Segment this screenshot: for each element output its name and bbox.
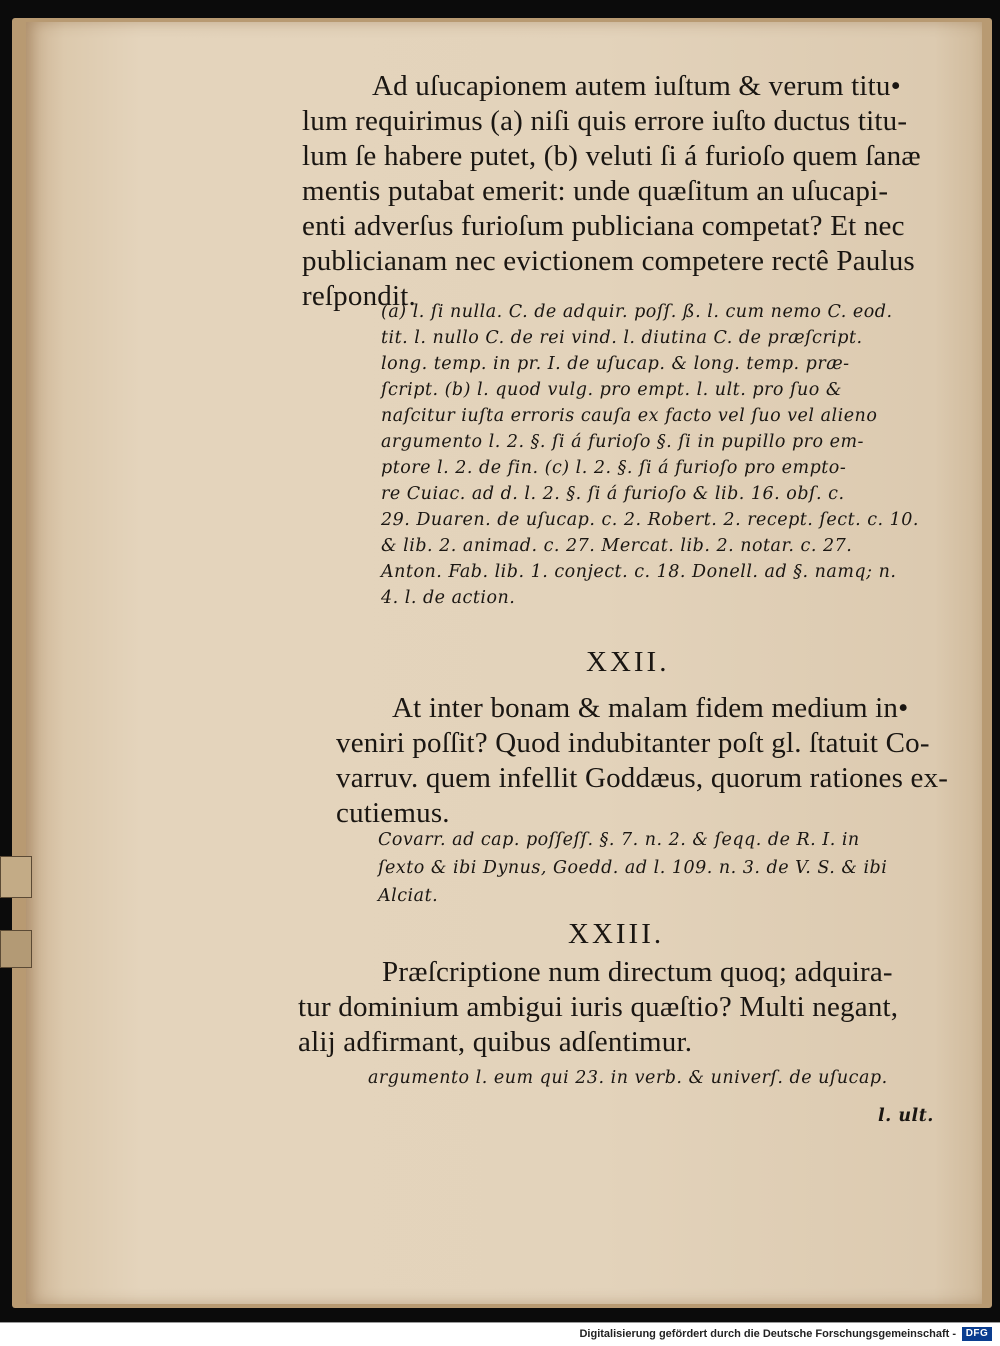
note-line: long. temp. in pr. I. de uſucap. & long. temp. præ- xyxy=(381,354,850,374)
note-line: 29. Duaren. de uſucap. c. 2. Robert. 2. recept. ſect. c. 10. xyxy=(381,510,919,530)
note-line: ptore l. 2. de fin. (c) l. 2. §. ſi á furioſo pro empto- xyxy=(381,458,847,478)
body-line: Ad uſucapionem autem iuſtum & verum titu• xyxy=(372,70,901,102)
note-line: argumento l. eum qui 23. in verb. & univerſ. de uſucap. xyxy=(368,1068,888,1088)
catchword: l. ult. xyxy=(878,1106,934,1126)
body-line: veniri poſſit? Quod indubitanter poſt gl. ſtatuit Co- xyxy=(336,727,930,759)
body-line: cutiemus. xyxy=(336,797,450,829)
note-line: ſexto & ibi Dynus, Goedd. ad l. 109. n. 3. de V. S. & ibi xyxy=(378,858,888,878)
body-line: alij adfirmant, quibus adſentimur. xyxy=(298,1026,693,1058)
footer-bar xyxy=(0,1322,1000,1346)
note-line: argumento l. 2. §. ſi á furioſo §. ſi in pupillo pro em- xyxy=(381,432,864,452)
book-page xyxy=(26,22,982,1304)
note-line: & lib. 2. animad. c. 27. Mercat. lib. 2. notar. c. 27. xyxy=(381,536,853,556)
body-line: Præſcriptione num directum quoq; adquira- xyxy=(382,956,893,988)
body-line: lum ſe habere putet, (b) veluti ſi á furioſo quem ſanæ xyxy=(302,140,921,172)
body-line: varruv. quem infellit Goddæus, quorum rationes ex- xyxy=(336,762,949,794)
note-line: tit. l. nullo C. de rei vind. l. diutina C. de præſcript. xyxy=(381,328,863,348)
body-line: enti adverſus furioſum publiciana competat? Et nec xyxy=(302,210,905,242)
body-line: reſpondit. xyxy=(302,280,416,312)
note-line: re Cuiac. ad d. l. 2. §. ſi á furioſo & lib. 16. obſ. c. xyxy=(381,484,845,504)
note-line: ſcript. (b) l. quod vulg. pro empt. l. ult. pro ſuo & xyxy=(381,380,842,400)
body-line: tur dominium ambigui iuris quæſtio? Multi negant, xyxy=(298,991,899,1023)
note-line: Alciat. xyxy=(378,886,439,906)
section-heading: XXIII. xyxy=(568,918,665,950)
note-line: (a) l. ſi nulla. C. de adquir. poſſ. ß. l. cum nemo C. eod. xyxy=(381,302,893,322)
body-line: lum requirimus (a) niſi quis errore iuſto ductus titu- xyxy=(302,105,908,137)
body-line: publicianam nec evictionem competere rectê Paulus xyxy=(302,245,915,277)
note-line: 4. l. de action. xyxy=(381,588,516,608)
binding-tab xyxy=(0,856,32,898)
note-line: Anton. Fab. lib. 1. conject. c. 18. Donell. ad §. namq; n. xyxy=(381,562,897,582)
body-line: mentis putabat emerit: unde quæſitum an uſucapi- xyxy=(302,175,889,207)
footer-credit: Digitalisierung gefördert durch die Deutsche Forschungsgemeinschaft - xyxy=(579,1328,956,1340)
section-heading: XXII. xyxy=(586,646,670,678)
binding-tab xyxy=(0,930,32,968)
note-line: naſcitur iuſta erroris cauſa ex facto vel ſuo vel alieno xyxy=(381,406,878,426)
body-line: At inter bonam & malam fidem medium in• xyxy=(392,692,909,724)
note-line: Covarr. ad cap. poſſeſſ. §. 7. n. 2. & ſeqq. de R. I. in xyxy=(378,830,860,850)
dfg-logo: DFG xyxy=(962,1327,992,1341)
